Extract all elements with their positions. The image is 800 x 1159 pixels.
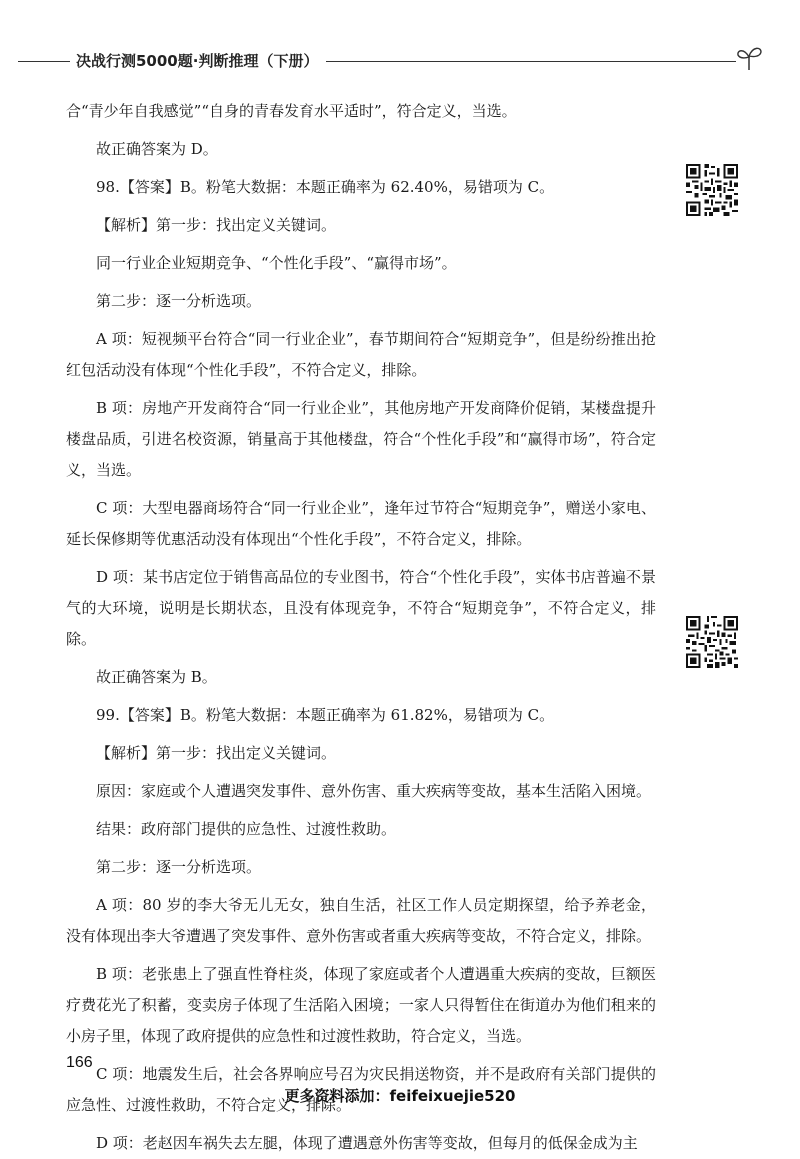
qr-code-icon[interactable] (686, 164, 738, 216)
sprout-icon (734, 42, 764, 72)
question-answer: 98.【答案】B。粉笔大数据：本题正确率为 62.40%，易错项为 C。 (96, 178, 555, 196)
paragraph: 合“青少年自我感觉”“自身的青春发育水平适时”，符合定义，当选。 (66, 102, 517, 120)
option-c: C 项：地震发生后，社会各界响应号召为灾民捐送物资，并不是政府有关部门提供的应急性、过渡性救助，不符合定义，排除。 (66, 1065, 656, 1114)
option-b: B 项：老张患上了强直性脊柱炎，体现了家庭或者个人遭遇重大疾病的变故，巨额医疗费花光了积蓄，变卖房子体现了生活陷入困境；一家人只得暂住在街道办为他们租来的小房子里，体现了政府提供的应急性和过渡性救助，符合定义，当选。 (66, 965, 656, 1045)
running-header (18, 40, 778, 80)
header-rule-left (18, 61, 70, 62)
analysis-step: 第二步：逐一分析选项。 (96, 292, 262, 310)
book-title: 决战行测5000题·判断推理（下册） (76, 52, 319, 70)
answer-line: 故正确答案为 B。 (96, 668, 217, 686)
question-answer: 99.【答案】B。粉笔大数据：本题正确率为 61.82%，易错项为 C。 (96, 706, 555, 724)
option-a: A 项：80 岁的李大爷无儿无女，独自生活，社区工作人员定期探望，给予养老金，没有体现出李大爷遭遇了突发事件、意外伤害或者重大疾病等变故，不符合定义，排除。 (66, 896, 656, 945)
option-d: D 项：某书店定位于销售高品位的专业图书，符合“个性化手段”，实体书店普遍不景气的大环境，说明是长期状态，且没有体现竞争，不符合“短期竞争”，不符合定义，排除。 (66, 568, 656, 648)
option-c: C 项：大型电器商场符合“同一行业企业”，逢年过节符合“短期竞争”，赠送小家电、延长保修期等优惠活动没有体现出“个性化手段”，不符合定义，排除。 (66, 499, 656, 548)
keywords: 同一行业企业短期竞争、“个性化手段”、“赢得市场”。 (96, 254, 457, 272)
footer-watermark: 更多资料添加：feifeixuejie520 (284, 1087, 516, 1105)
option-b: B 项：房地产开发商符合“同一行业企业”，其他房地产开发商降价促销，某楼盘提升楼盘品质，引进名校资源，销量高于其他楼盘，符合“个性化手段”和“赢得市场”，符合定义，当选。 (66, 399, 656, 479)
analysis-step: 【解析】第一步：找出定义关键词。 (96, 744, 337, 762)
keywords-result: 结果：政府部门提供的应急性、过渡性救助。 (96, 820, 397, 838)
keywords-cause: 原因：家庭或个人遭遇突发事件、意外伤害、重大疾病等变故，基本生活陷入困境。 (96, 782, 652, 800)
analysis-step: 【解析】第一步：找出定义关键词。 (96, 216, 337, 234)
answer-line: 故正确答案为 D。 (96, 140, 218, 158)
header-rule-right (326, 61, 736, 62)
qr-code-icon[interactable] (686, 616, 738, 668)
page-body (66, 96, 656, 1159)
page-number: 166 (66, 1054, 93, 1071)
option-d: D 项：老赵因车祸失去左腿，体现了遭遇意外伤害等变故，但每月的低保金成为主 (96, 1134, 638, 1152)
option-a: A 项：短视频平台符合“同一行业企业”，春节期间符合“短期竞争”，但是纷纷推出抢红包活动没有体现“个性化手段”，不符合定义，排除。 (66, 330, 656, 379)
analysis-step: 第二步：逐一分析选项。 (96, 858, 262, 876)
